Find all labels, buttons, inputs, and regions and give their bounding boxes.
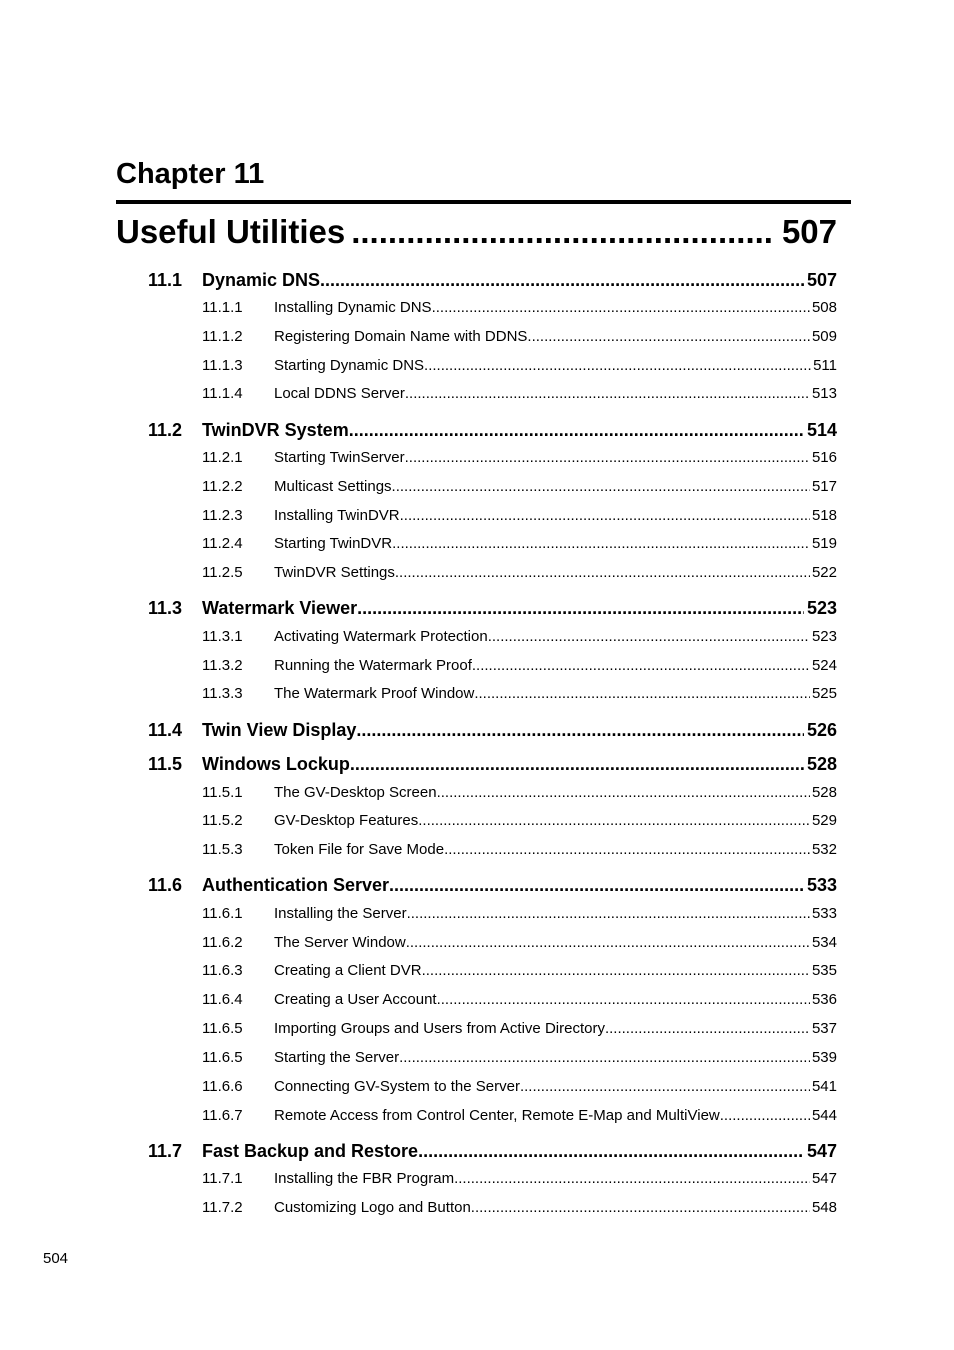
subsection-number: 11.1.2 <box>202 328 243 345</box>
toc-subsection-entry[interactable] <box>202 506 837 526</box>
subsection-number: 11.6.5 <box>202 1020 243 1037</box>
page-number: 528 <box>811 784 837 801</box>
subsection-number: 11.3.3 <box>202 685 243 702</box>
chapter-label: Chapter 11 <box>116 158 265 190</box>
subsection-title: Starting Dynamic DNS <box>274 357 425 374</box>
page-number: 544 <box>811 1107 837 1124</box>
subsection-title: Importing Groups and Users from Active Directory <box>274 1020 605 1037</box>
dot-leader <box>437 783 810 803</box>
dot-leader <box>454 1169 810 1189</box>
subsection-number: 11.6.4 <box>202 991 243 1008</box>
subsection-title: Installing the Server <box>274 905 407 922</box>
toc-subsection-entry[interactable] <box>202 627 837 647</box>
page-number: 516 <box>811 449 837 466</box>
section-title: Authentication Server <box>202 875 390 895</box>
section-title: Fast Backup and Restore <box>202 1141 419 1161</box>
dot-leader <box>418 1139 804 1163</box>
section-number: 11.7 <box>148 1141 183 1161</box>
toc-subsection-entry[interactable] <box>202 811 837 831</box>
subsection-title: Creating a User Account <box>274 991 437 1008</box>
dot-leader <box>350 752 804 776</box>
dot-leader <box>424 356 811 376</box>
section-title: Dynamic DNS <box>202 270 321 290</box>
dot-leader <box>389 873 804 897</box>
subsection-number: 11.6.1 <box>202 905 243 922</box>
subsection-number: 11.1.1 <box>202 299 243 316</box>
section-title: Twin View Display <box>202 720 357 740</box>
toc-subsection-entry[interactable] <box>202 684 837 704</box>
subsection-number: 11.6.5 <box>202 1049 243 1066</box>
page-number: 539 <box>811 1049 837 1066</box>
subsection-title: Activating Watermark Protection <box>274 628 488 645</box>
subsection-number: 11.3.2 <box>202 657 243 674</box>
toc-subsection-entry[interactable] <box>202 990 837 1010</box>
page-number: 525 <box>811 685 837 702</box>
subsection-title: Local DDNS Server <box>274 385 405 402</box>
subsection-title: Installing TwinDVR <box>274 507 400 524</box>
dot-leader <box>406 933 810 953</box>
subsection-title: The Server Window <box>274 934 406 951</box>
dot-leader <box>444 840 810 860</box>
toc-subsection-entry[interactable] <box>202 563 837 583</box>
page-number: 528 <box>806 754 837 774</box>
subsection-title: GV-Desktop Features <box>274 812 419 829</box>
page-number: 547 <box>806 1141 837 1161</box>
toc-subsection-entry[interactable] <box>202 961 837 981</box>
subsection-title: Starting TwinServer <box>274 449 405 466</box>
page-number: 507 <box>806 270 837 290</box>
subsection-title: Registering Domain Name with DDNS <box>274 328 528 345</box>
page-number: 541 <box>811 1078 837 1095</box>
dot-leader <box>472 656 810 676</box>
toc-subsection-entry[interactable] <box>202 1198 837 1218</box>
dot-leader <box>422 961 810 981</box>
dot-leader <box>527 327 810 347</box>
toc-subsection-entry[interactable] <box>202 1077 837 1097</box>
subsection-title: Remote Access from Control Center, Remote E-Map and MultiView <box>274 1107 720 1124</box>
footer-page-number: 504 <box>43 1250 69 1267</box>
page-number: 524 <box>811 657 837 674</box>
page-number: 523 <box>811 628 837 645</box>
page-number: 536 <box>811 991 837 1008</box>
subsection-number: 11.2.4 <box>202 535 243 552</box>
toc-section-entry[interactable] <box>148 268 837 292</box>
toc-section-entry[interactable] <box>148 873 837 897</box>
page-number: 547 <box>811 1170 837 1187</box>
dot-leader <box>471 1198 810 1218</box>
subsection-number: 11.7.2 <box>202 1199 243 1216</box>
subsection-title: Token File for Save Mode <box>274 841 445 858</box>
section-title: Watermark Viewer <box>202 598 358 618</box>
section-number: 11.3 <box>148 598 183 618</box>
toc-section-entry[interactable] <box>148 752 837 776</box>
dot-leader <box>356 718 804 742</box>
toc-subsection-entry[interactable] <box>202 384 837 404</box>
dot-leader <box>400 506 810 526</box>
toc-subsection-entry[interactable] <box>202 840 837 860</box>
page-number: 533 <box>806 875 837 895</box>
page-number: 508 <box>811 299 837 316</box>
page-number: 529 <box>811 812 837 829</box>
page-number: 533 <box>811 905 837 922</box>
toc-subsection-entry[interactable] <box>202 656 837 676</box>
subsection-number: 11.2.2 <box>202 478 243 495</box>
toc-subsection-entry[interactable] <box>202 1048 837 1068</box>
subsection-number: 11.7.1 <box>202 1170 243 1187</box>
subsection-title: Installing Dynamic DNS <box>274 299 432 316</box>
dot-leader <box>320 268 804 292</box>
subsection-title: Customizing Logo and Button <box>274 1199 471 1216</box>
subsection-number: 11.2.5 <box>202 564 243 581</box>
chapter-title: Useful Utilities <box>116 213 346 250</box>
toc-subsection-entry[interactable] <box>202 534 837 554</box>
dot-leader <box>720 1106 810 1126</box>
section-number: 11.4 <box>148 720 183 740</box>
page-number: 548 <box>811 1199 837 1216</box>
page-number: 535 <box>811 962 837 979</box>
page-number: 523 <box>806 598 837 618</box>
page-number: 537 <box>811 1020 837 1037</box>
section-number: 11.6 <box>148 875 183 895</box>
subsection-title: Creating a Client DVR <box>274 962 422 979</box>
toc-section-entry[interactable] <box>148 1139 837 1163</box>
subsection-title: Running the Watermark Proof <box>274 657 472 674</box>
subsection-title: The GV-Desktop Screen <box>274 784 437 801</box>
toc-subsection-entry[interactable] <box>202 904 837 924</box>
page-number: 517 <box>811 478 837 495</box>
toc-subsection-entry[interactable] <box>202 1169 837 1189</box>
dot-leader <box>392 477 810 497</box>
subsection-number: 11.1.3 <box>202 357 243 374</box>
page-number: 526 <box>806 720 837 740</box>
page-number: 513 <box>811 385 837 402</box>
dot-leader <box>395 563 810 583</box>
page-number: 514 <box>806 420 837 440</box>
section-number: 11.5 <box>148 754 183 774</box>
dot-leader <box>405 384 810 404</box>
dot-leader <box>399 1048 810 1068</box>
section-title: Windows Lockup <box>202 754 350 774</box>
section-number: 11.2 <box>148 420 183 440</box>
subsection-title: Installing the FBR Program <box>274 1170 455 1187</box>
chapter-title-entry[interactable] <box>116 210 837 254</box>
subsection-title: Connecting GV-System to the Server <box>274 1078 520 1095</box>
dot-leader <box>432 298 810 318</box>
dot-leader <box>437 990 810 1010</box>
toc-subsection-entry[interactable] <box>202 356 837 376</box>
section-number: 11.1 <box>148 270 183 290</box>
subsection-number: 11.1.4 <box>202 385 243 402</box>
subsection-title: Starting TwinDVR <box>274 535 393 552</box>
subsection-title: TwinDVR Settings <box>274 564 395 581</box>
subsection-number: 11.6.2 <box>202 934 243 951</box>
page-number: 519 <box>811 535 837 552</box>
subsection-number: 11.6.3 <box>202 962 243 979</box>
page-number: 509 <box>811 328 837 345</box>
toc-section-entry[interactable] <box>148 718 837 742</box>
toc-section-entry[interactable] <box>148 418 837 442</box>
dot-leader <box>418 811 810 831</box>
toc-subsection-entry[interactable] <box>202 327 837 347</box>
toc-subsection-entry[interactable] <box>202 1019 837 1039</box>
subsection-title: The Watermark Proof Window <box>274 685 475 702</box>
toc-section-entry[interactable] <box>148 596 837 620</box>
subsection-number: 11.5.3 <box>202 841 243 858</box>
subsection-title: Starting the Server <box>274 1049 400 1066</box>
chapter-divider <box>116 200 851 204</box>
toc-subsection-entry[interactable] <box>202 448 837 468</box>
dot-leader <box>357 596 804 620</box>
subsection-number: 11.5.1 <box>202 784 243 801</box>
dot-leader <box>392 534 810 554</box>
dot-leader <box>474 684 810 704</box>
subsection-number: 11.5.2 <box>202 812 243 829</box>
toc-subsection-entry[interactable] <box>202 783 837 803</box>
page-number: 532 <box>811 841 837 858</box>
toc-subsection-entry[interactable] <box>202 298 837 318</box>
subsection-title: Multicast Settings <box>274 478 392 495</box>
subsection-number: 11.6.6 <box>202 1078 243 1095</box>
dot-leader <box>349 418 804 442</box>
subsection-number: 11.2.3 <box>202 507 243 524</box>
toc-subsection-entry[interactable] <box>202 477 837 497</box>
dot-leader <box>405 448 810 468</box>
dot-leader <box>488 627 810 647</box>
dot-leader <box>605 1019 810 1039</box>
page-number: 534 <box>811 934 837 951</box>
dot-leader <box>520 1077 810 1097</box>
section-title: TwinDVR System <box>202 420 349 440</box>
page-number: 511 <box>813 357 837 374</box>
subsection-number: 11.2.1 <box>202 449 243 466</box>
subsection-number: 11.3.1 <box>202 628 243 645</box>
chapter-page-number: 507 <box>781 213 837 250</box>
page-number: 518 <box>811 507 837 524</box>
toc-subsection-entry[interactable] <box>202 1106 837 1126</box>
dot-leader <box>407 904 810 924</box>
page-number: 522 <box>811 564 837 581</box>
dot-leader <box>351 210 772 254</box>
subsection-number: 11.6.7 <box>202 1107 243 1124</box>
toc-subsection-entry[interactable] <box>202 933 837 953</box>
